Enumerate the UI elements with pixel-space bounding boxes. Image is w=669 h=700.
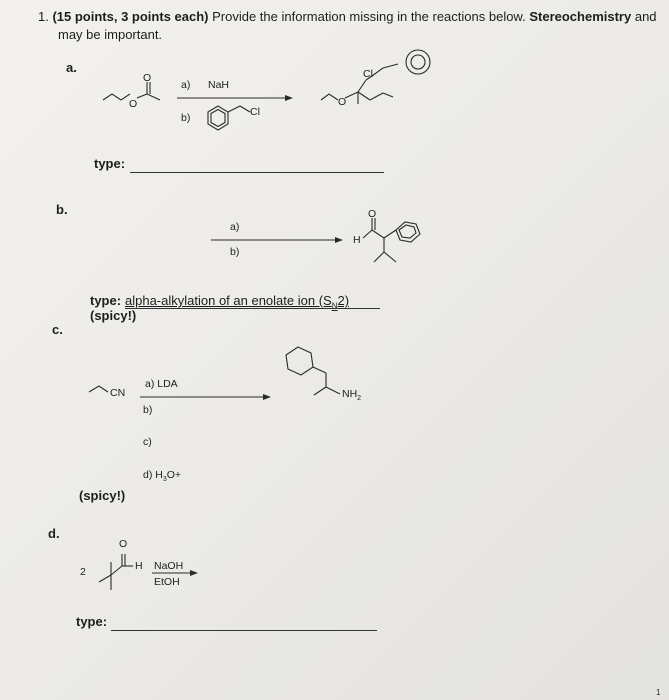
question-emphasis: Stereochemistry <box>529 9 632 24</box>
part-a-reactant-carbonyl-o: O <box>143 72 152 84</box>
part-b-type-answer-end: 2) <box>337 293 350 308</box>
part-a-label: a. <box>66 60 77 75</box>
part-c-step-a: a) LDA <box>145 378 178 390</box>
question-end: and <box>631 9 657 24</box>
part-c-step-b: b) <box>143 404 153 416</box>
part-c-reactant-cn: CN <box>110 387 126 399</box>
part-b-label: b. <box>56 202 68 217</box>
part-b-type-label: type: <box>90 293 122 308</box>
part-b-spicy: (spicy!) <box>90 308 137 323</box>
question-points: (15 points, 3 points each) <box>52 9 209 24</box>
part-b-step-b: b) <box>230 246 240 258</box>
part-a-product-o: O <box>338 96 347 108</box>
part-a-reagent-a: NaH <box>208 79 230 91</box>
part-d-reagent-bottom: EtOH <box>154 576 180 588</box>
question-prompt: Provide the information missing in the reactions below. <box>208 9 530 24</box>
part-c-step-d-text: d) H <box>143 469 163 481</box>
part-c-step-d-end: O+ <box>166 469 182 481</box>
part-b-type-answer-sub: N <box>331 301 338 311</box>
part-a-step-b: b) <box>181 112 191 124</box>
part-a-type-label: type: <box>94 156 126 171</box>
part-c-step-c: c) <box>143 436 152 448</box>
part-c-spicy: (spicy!) <box>79 488 126 503</box>
part-a-reagent-cl: Cl <box>250 106 260 118</box>
part-b-step-a: a) <box>230 221 240 233</box>
part-a-step-a: a) <box>181 79 191 91</box>
part-d-reagent-top: NaOH <box>154 560 184 572</box>
part-d-coefficient: 2 <box>80 566 86 578</box>
part-b-type-answer-text: alpha-alkylation of an enolate ion (S <box>125 293 332 308</box>
part-a-reactant-o: O <box>129 98 138 110</box>
part-b-product-h: H <box>353 234 361 246</box>
part-c-product-nh: NH <box>342 388 358 400</box>
part-c-step-d-sub: 3 <box>162 476 167 484</box>
part-d-aldehyde-o: O <box>119 538 128 550</box>
part-d-label: d. <box>48 526 60 541</box>
part-d-type-label: type: <box>76 614 108 629</box>
page-number: 1 <box>656 688 661 697</box>
part-b-product-o: O <box>368 208 377 220</box>
part-a-product-cl: Cl <box>363 68 373 80</box>
part-c-product-sub: 2 <box>357 395 362 403</box>
question-number: 1. <box>38 9 49 24</box>
question-line2: may be important. <box>58 27 163 42</box>
part-c-label: c. <box>52 322 63 337</box>
part-d-type-answer-blank[interactable] <box>111 630 377 631</box>
part-d-aldehyde-h: H <box>135 560 143 572</box>
